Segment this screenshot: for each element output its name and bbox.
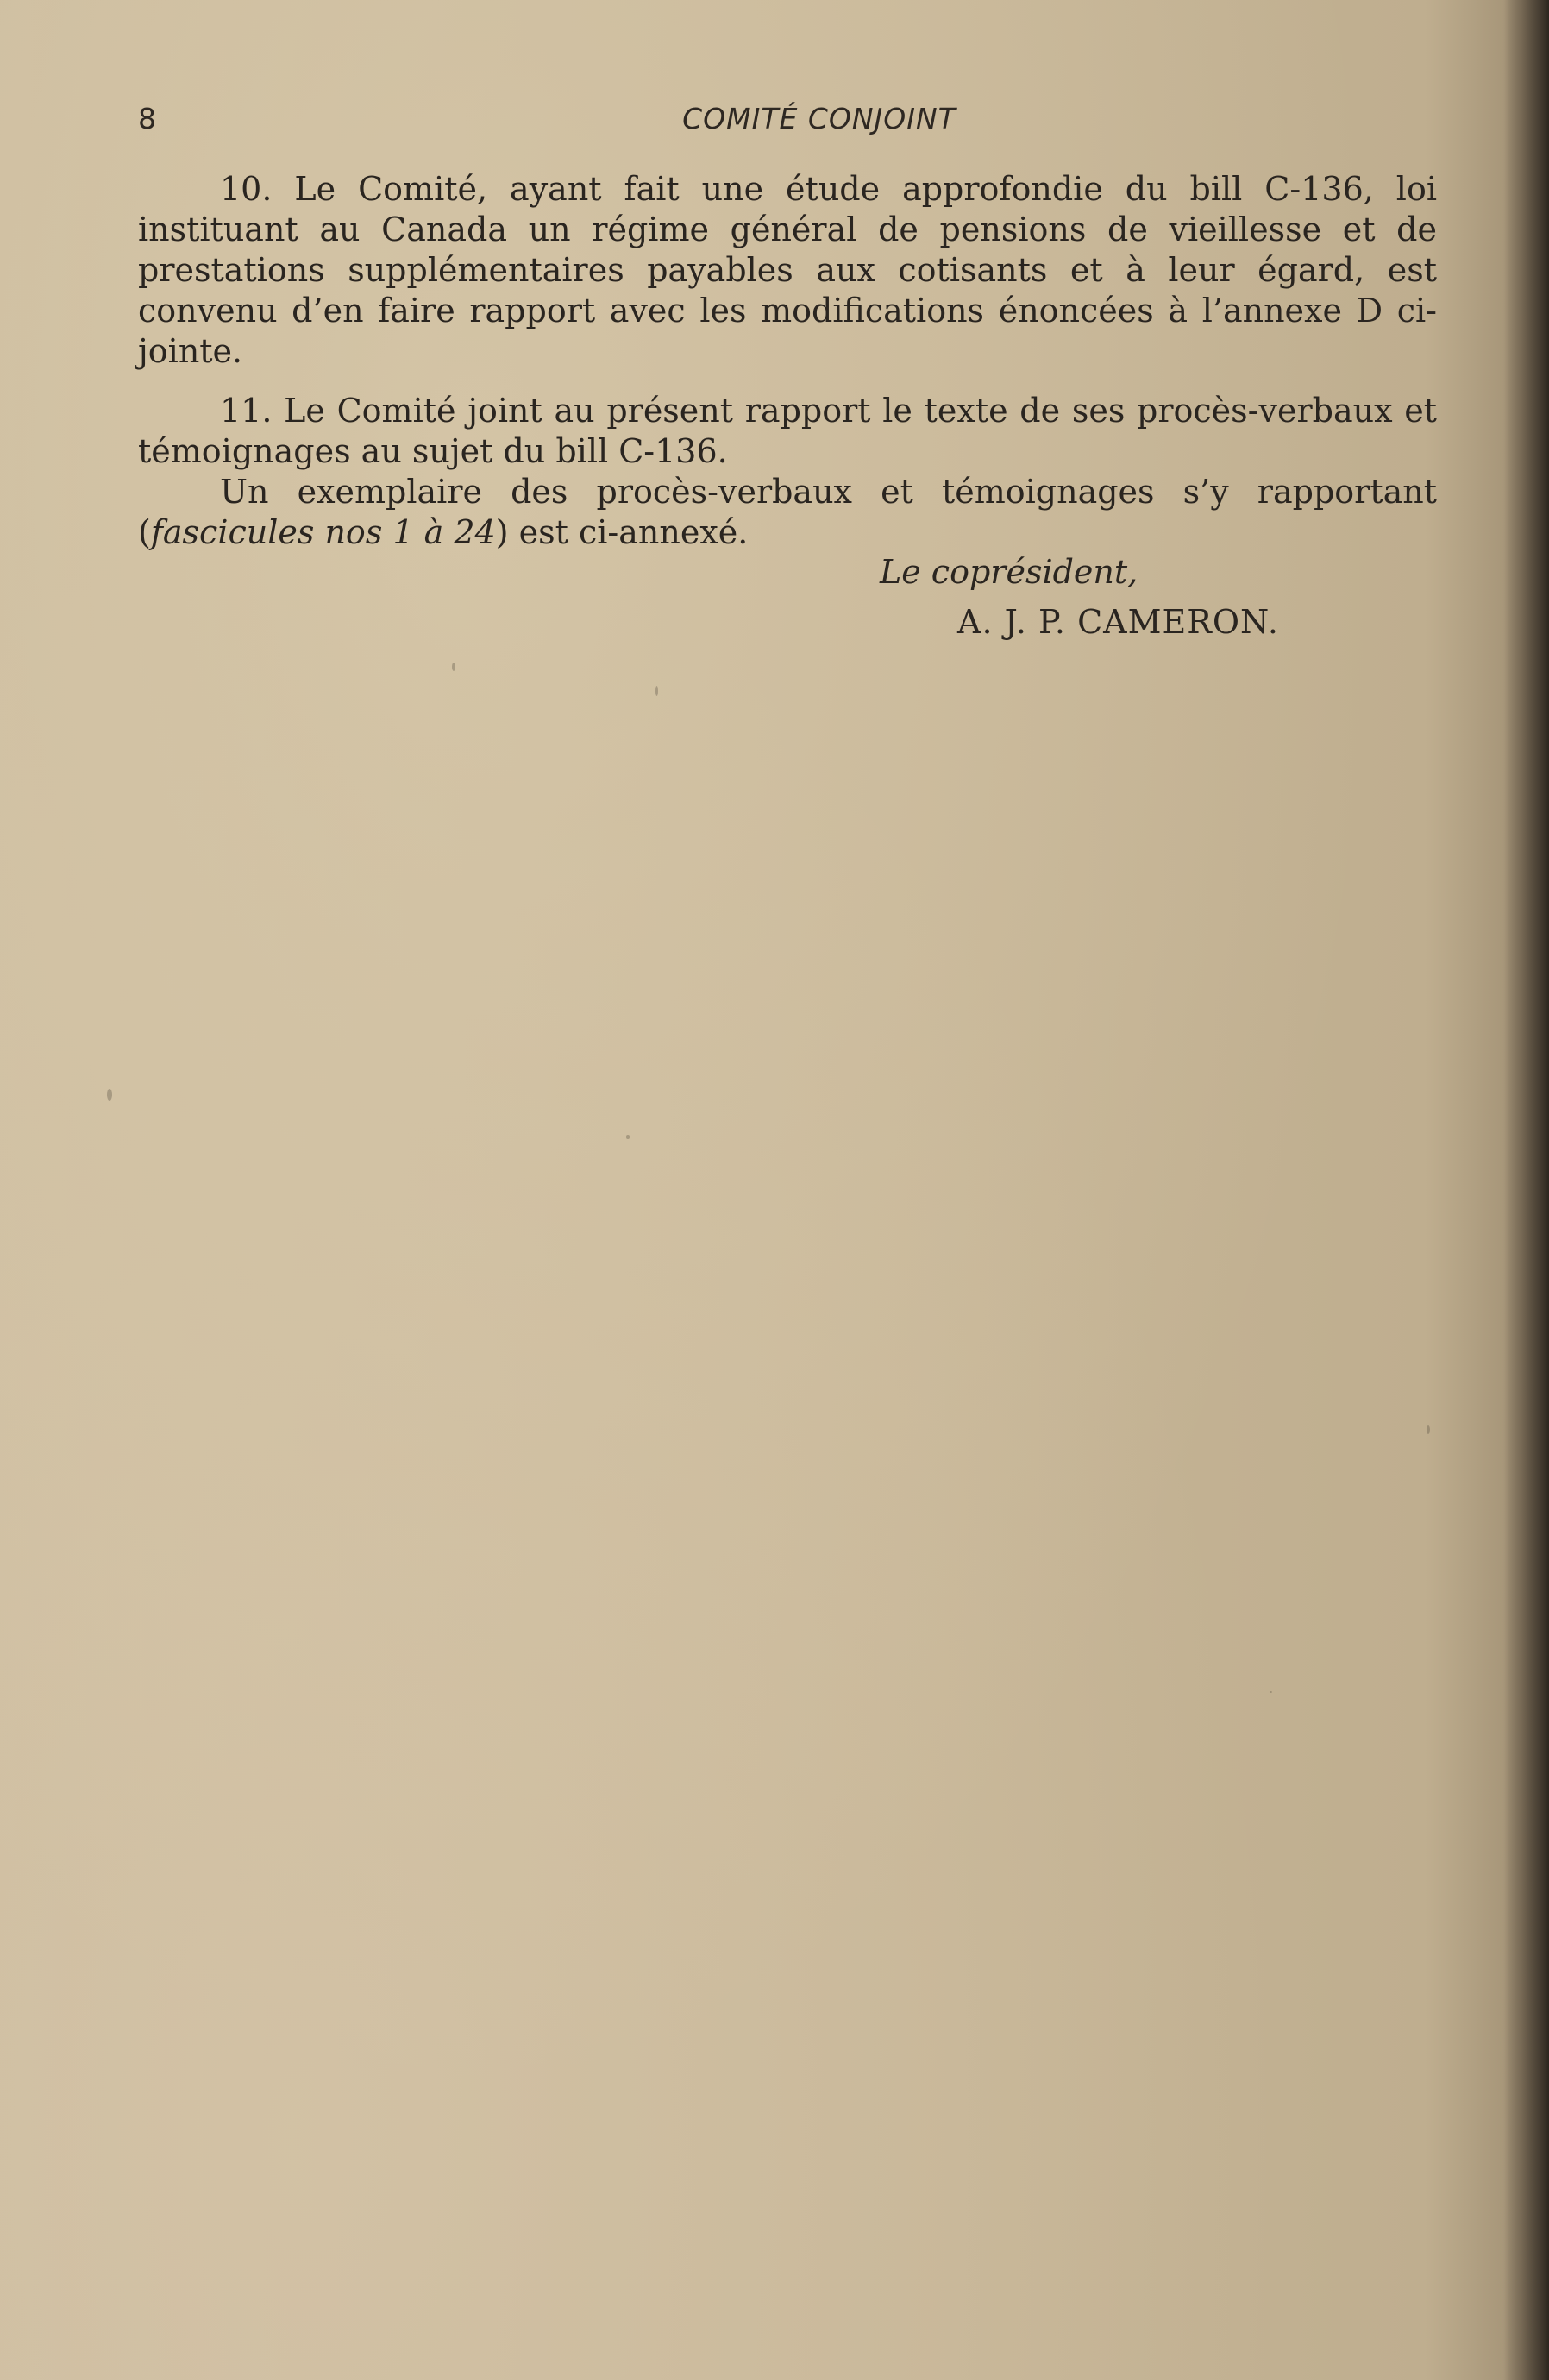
paragraph-11: 11. Le Comité joint au présent rapport le texte de ses procès-verbaux et témoignages au sujet du bill C-136. [138,392,1437,470]
paper-speck [452,663,455,671]
signature-name: A. J. P. CAMERON. [957,603,1279,641]
paragraph-11-continued [138,472,1437,553]
binding-edge-shadow [1504,0,1549,2380]
paragraph-10: 10. Le Comité, ayant fait une étude approfondie du bill C-136, loi instituant au Canada un régime général de pensions de vieillesse et de prestations supplémentaires payables aux cotisants et à leur égard, est convenu d’en faire rapport avec les modifications énoncées à l’annexe D ci-jointe. [138,170,1437,370]
signature-title: Le coprésident, [880,553,1138,591]
paper-speck [655,686,658,696]
paragraph-11-continued-text: Un exemplaire des procès-verbaux et témoignages s’y rapportant ( [138,473,1437,551]
paper-speck [107,1089,112,1101]
signature-block [880,547,1440,647]
report-body [138,169,1437,553]
paper-speck [626,1135,630,1139]
paragraph-11-continued-end: ) est ci-annexé. [495,513,749,551]
fascicules-reference: fascicules nos 1 à 24 [150,513,496,551]
running-head [138,102,1440,136]
paper-speck [1270,1691,1272,1693]
page-number: 8 [138,102,156,135]
running-head-title: COMITÉ CONJOINT [682,102,956,135]
paper-speck [1427,1425,1430,1434]
